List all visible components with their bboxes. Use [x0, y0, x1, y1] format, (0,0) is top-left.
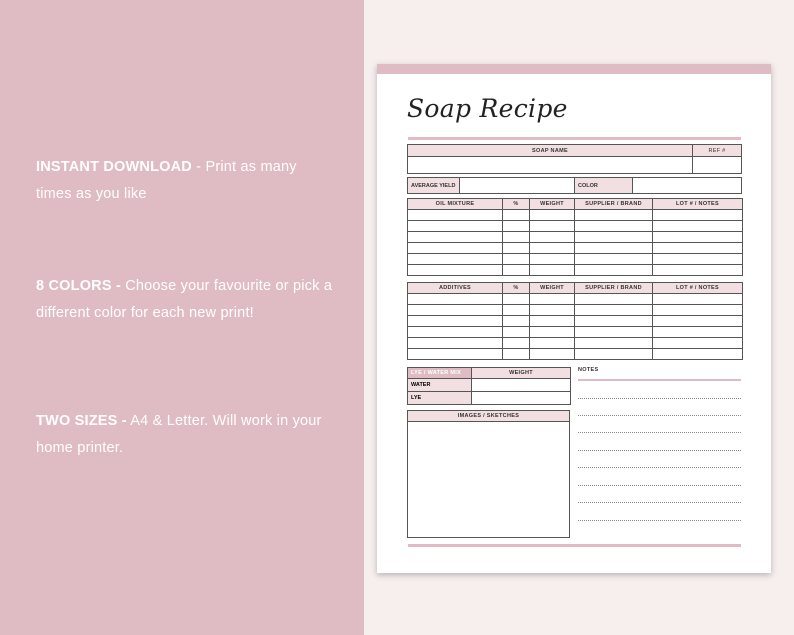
additives-supplier-header: SUPPLIER / BRAND: [575, 283, 653, 294]
soap-name-divider: [692, 144, 693, 174]
images-header-line: [407, 421, 570, 422]
ref-label: REF #: [693, 145, 741, 156]
notes-rule: [578, 379, 741, 381]
water-label: WATER: [408, 379, 472, 392]
table-row: [408, 327, 743, 338]
oil-mixture-table: [407, 198, 743, 276]
table-row: [408, 392, 571, 405]
notes-line: [578, 485, 741, 486]
sheet-top-band: [377, 64, 771, 74]
oil-lot-header: LOT # / NOTES: [653, 199, 743, 210]
feature-bold: INSTANT DOWNLOAD: [36, 159, 192, 175]
additives-header: ADDITIVES: [408, 283, 503, 294]
additives-header-row: [408, 283, 743, 294]
table-row: [408, 305, 743, 316]
oil-header-row: [408, 199, 743, 210]
yield-divider: [459, 177, 460, 194]
feature-sizes: [36, 408, 336, 462]
feature-text: Choose your favourite or pick a different color for each new print!: [36, 278, 333, 321]
table-row: [408, 221, 743, 232]
feature-bold: TWO SIZES -: [36, 413, 127, 429]
images-sketches-label: IMAGES / SKETCHES: [408, 411, 569, 421]
oil-supplier-header: SUPPLIER / BRAND: [575, 199, 653, 210]
notes-line: [578, 467, 741, 468]
lye-header-row: [408, 368, 571, 379]
table-row: [408, 210, 743, 221]
color-divider-left: [574, 177, 575, 194]
feature-bold: 8 COLORS -: [36, 278, 121, 294]
oil-percent-header: %: [503, 199, 530, 210]
table-row: [408, 316, 743, 327]
soap-name-label: SOAP NAME: [408, 145, 692, 156]
color-label: COLOR: [575, 178, 632, 193]
notes-line: [578, 450, 741, 451]
images-sketches-box: [407, 410, 570, 538]
notes-label: NOTES: [578, 367, 599, 373]
table-row: [408, 254, 743, 265]
bottom-rule: [408, 544, 741, 547]
lye-water-mix-header: LYE / WATER MIX: [408, 368, 472, 379]
additives-weight-header: WEIGHT: [530, 283, 575, 294]
sheet-title: Soap Recipe: [407, 94, 568, 123]
table-row: [408, 379, 571, 392]
notes-line: [578, 398, 741, 399]
notes-line: [578, 432, 741, 433]
table-row: [408, 232, 743, 243]
soap-name-header-line: [407, 156, 742, 157]
average-yield-label: AVERAGE YIELD: [408, 178, 459, 193]
oil-weight-header: WEIGHT: [530, 199, 575, 210]
table-row: [408, 349, 743, 360]
lye-weight-header: WEIGHT: [472, 368, 571, 379]
left-panel: [0, 0, 364, 635]
notes-line: [578, 415, 741, 416]
table-row: [408, 243, 743, 254]
additives-percent-header: %: [503, 283, 530, 294]
feature-text: A4 & Letter. Will work in your home printer.: [36, 413, 322, 456]
table-row: [408, 294, 743, 305]
feature-text: - Print as many times as you like: [36, 159, 297, 202]
additives-lot-header: LOT # / NOTES: [653, 283, 743, 294]
feature-instant-download: [36, 154, 336, 208]
color-divider-right: [632, 177, 633, 194]
oil-mixture-header: OIL MIXTURE: [408, 199, 503, 210]
feature-colors: [36, 273, 336, 327]
table-row: [408, 338, 743, 349]
table-row: [408, 265, 743, 276]
notes-line: [578, 520, 741, 521]
notes-line: [578, 502, 741, 503]
title-rule: [408, 137, 741, 140]
lye-label: LYE: [408, 392, 472, 405]
recipe-sheet: [377, 64, 771, 573]
lye-water-table: [407, 367, 571, 405]
additives-table: [407, 282, 743, 360]
